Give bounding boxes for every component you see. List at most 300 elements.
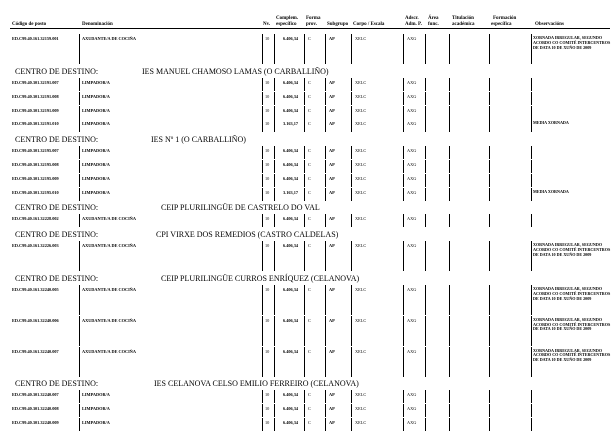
table-row <box>0 174 615 187</box>
column-rule <box>449 347 450 377</box>
column-rule <box>489 34 490 64</box>
column-rule <box>325 418 326 431</box>
column-rule <box>79 34 80 64</box>
cell-subgrupo: AP <box>329 162 335 167</box>
cell-complem: 6.406,34 <box>283 317 299 323</box>
column-rule <box>79 78 80 91</box>
table-row <box>0 106 615 119</box>
column-rule <box>79 285 80 315</box>
column-rule <box>449 160 450 173</box>
column-rule <box>325 119 326 132</box>
column-rule <box>531 188 532 201</box>
column-rule <box>489 92 490 105</box>
cell-observacions: XORNADA IRREGULAR, SEGUNDO ACORDO CO COMITÉ INTERCENTROS DE DATA 10 DE XUÑO DE 2009 <box>533 242 611 257</box>
cell-denom: LIMPADOR/A <box>82 162 110 167</box>
cell-corpo: XELC <box>355 162 367 167</box>
column-rule <box>351 160 352 173</box>
column-rule <box>274 214 275 227</box>
centro-name: CEIP PLURILINGÜE CURROS ENRÍQUEZ (CELANOVA) <box>161 274 360 283</box>
column-rule <box>351 34 352 64</box>
centro-name: IES MANUEL CHAMOSO LAMAS (O CARBALLIÑO) <box>142 67 329 76</box>
cell-adscr: AXG <box>407 93 417 99</box>
column-rule <box>449 174 450 187</box>
cell-forma: C <box>308 175 311 181</box>
cell-denom: LIMPADOR/A <box>82 175 110 181</box>
column-rule <box>79 390 80 403</box>
column-rule <box>403 34 404 64</box>
column-rule <box>531 285 532 315</box>
column-rule <box>425 160 426 173</box>
cell-denom: LIMPADOR/A <box>82 406 110 412</box>
table-row <box>0 241 615 271</box>
centro-destino-label: CENTRO DE DESTINO: <box>15 67 99 76</box>
column-rule <box>325 160 326 173</box>
table-row <box>0 92 615 105</box>
column-rule <box>531 92 532 105</box>
column-rule <box>274 119 275 132</box>
cell-corpo: XELC <box>355 80 367 85</box>
column-rule <box>531 146 532 159</box>
column-rule <box>274 241 275 271</box>
header-formacion-2: específica <box>491 22 512 27</box>
cell-complem: 6.406,34 <box>283 243 299 249</box>
column-rule <box>425 188 426 201</box>
cell-corpo: XELC <box>355 216 367 222</box>
column-rule <box>489 119 490 132</box>
cell-forma: C <box>308 406 311 412</box>
column-rule <box>489 146 490 159</box>
cell-corpo: XELC <box>355 121 367 127</box>
column-rule <box>403 174 404 187</box>
cell-complem: 6.406,34 <box>283 175 299 181</box>
column-rule <box>262 285 263 315</box>
column-rule <box>489 78 490 91</box>
column-rule <box>325 404 326 417</box>
column-rule <box>304 390 305 403</box>
cell-corpo: XELC <box>355 317 367 323</box>
cell-nv: 10 <box>265 287 270 292</box>
column-rule <box>325 285 326 315</box>
column-rule <box>79 174 80 187</box>
column-rule <box>325 34 326 64</box>
cell-nv: 10 <box>265 175 270 181</box>
column-rule <box>449 106 450 119</box>
column-rule <box>403 119 404 132</box>
cell-subgrupo: AP <box>329 406 335 412</box>
cell-codigo: ED.C99.40.161.32240.007 <box>12 348 59 354</box>
cell-nv: 10 <box>265 406 270 412</box>
cell-observacions: MEDIA XORNADA <box>533 120 569 126</box>
column-rule <box>449 390 450 403</box>
column-rule <box>531 404 532 417</box>
cell-nv: 10 <box>265 93 270 99</box>
column-rule <box>325 188 326 201</box>
column-rule <box>325 214 326 227</box>
column-rule <box>403 106 404 119</box>
column-rule <box>403 390 404 403</box>
table-row <box>0 316 615 346</box>
column-rule <box>304 174 305 187</box>
cell-subgrupo: AP <box>329 216 335 222</box>
column-rule <box>262 160 263 173</box>
column-rule <box>262 418 263 431</box>
column-rule <box>449 146 450 159</box>
column-rule <box>489 188 490 201</box>
column-rule <box>489 418 490 431</box>
column-rule <box>325 174 326 187</box>
cell-adscr: AXG <box>407 348 417 354</box>
column-rule <box>304 78 305 91</box>
column-rule <box>304 146 305 159</box>
column-rule <box>425 241 426 271</box>
column-rule <box>449 78 450 91</box>
cell-corpo: XELC <box>355 348 367 354</box>
column-rule <box>449 418 450 431</box>
cell-adscr: AXG <box>407 162 417 167</box>
header-titulacion-2: académica <box>452 22 475 27</box>
column-rule <box>79 347 80 377</box>
column-rule <box>425 390 426 403</box>
cell-corpo: XELC <box>355 287 367 292</box>
column-rule <box>403 285 404 315</box>
cell-forma: C <box>308 189 311 195</box>
column-rule <box>425 316 426 346</box>
column-rule <box>489 160 490 173</box>
column-rule <box>351 78 352 91</box>
cell-subgrupo: AP <box>329 189 335 195</box>
header-subgrupo: Subgrupo <box>327 22 349 27</box>
column-rule <box>351 92 352 105</box>
column-rule <box>325 78 326 91</box>
column-rule <box>351 241 352 271</box>
column-rule <box>304 188 305 201</box>
cell-nv: 10 <box>265 317 270 323</box>
cell-forma: C <box>308 121 311 127</box>
cell-denom: AXUDANTE/A DE COCIÑA <box>82 36 136 41</box>
column-rule <box>403 188 404 201</box>
column-rule <box>304 214 305 227</box>
column-rule <box>351 214 352 227</box>
cell-codigo: ED.C99.40.301.32191.009 <box>12 107 59 113</box>
column-rule <box>531 347 532 377</box>
column-rule <box>274 418 275 431</box>
cell-corpo: XELC <box>355 243 367 249</box>
cell-nv: 10 <box>265 121 270 127</box>
table-row <box>0 418 615 431</box>
cell-complem: 6.406,34 <box>283 36 299 41</box>
column-rule <box>489 106 490 119</box>
cell-forma: C <box>308 148 311 154</box>
column-rule <box>274 34 275 64</box>
cell-codigo: ED.C99.40.161.32159.001 <box>12 36 59 41</box>
column-rule <box>262 146 263 159</box>
column-rule <box>79 160 80 173</box>
column-rule <box>449 92 450 105</box>
column-rule <box>79 214 80 227</box>
cell-corpo: XELC <box>355 392 367 398</box>
column-rule <box>425 146 426 159</box>
cell-complem: 6.406,34 <box>283 420 299 425</box>
header-rule <box>10 28 610 29</box>
header-complem-1: Complem. <box>276 16 299 21</box>
header-adscr-2: Adm. P. <box>405 22 422 27</box>
cell-denom: AXUDANTE/A DE COCIÑA <box>82 287 136 292</box>
column-rule <box>274 285 275 315</box>
cell-adscr: AXG <box>407 317 417 323</box>
cell-codigo: ED.C99.40.301.32195.009 <box>12 175 59 181</box>
column-rule <box>304 92 305 105</box>
column-rule <box>531 78 532 91</box>
cell-adscr: AXG <box>407 121 417 127</box>
column-rule <box>425 119 426 132</box>
centro-destino-label: CENTRO DE DESTINO: <box>15 274 99 283</box>
cell-subgrupo: AP <box>329 121 335 127</box>
cell-codigo: ED.C99.40.161.32228.002 <box>12 216 59 222</box>
centro-name: CEIP PLURILINGÜE DE CASTRELO DO VAL <box>161 203 320 213</box>
column-rule <box>262 106 263 119</box>
column-rule <box>531 106 532 119</box>
cell-observacions: XORNADA IRREGULAR, SEGUNDO ACORDO CO COMITÉ INTERCENTROS DE DATA 10 DE XUÑO DE 2009 <box>533 347 611 363</box>
column-rule <box>531 241 532 271</box>
column-rule <box>262 390 263 403</box>
column-rule <box>449 404 450 417</box>
column-rule <box>79 241 80 271</box>
cell-subgrupo: AP <box>329 175 335 181</box>
cell-nv: 10 <box>265 107 270 113</box>
table-header <box>0 0 615 30</box>
column-rule <box>403 214 404 227</box>
cell-adscr: AXG <box>407 107 417 113</box>
column-rule <box>403 92 404 105</box>
column-rule <box>425 34 426 64</box>
table-row <box>0 146 615 159</box>
column-rule <box>262 241 263 271</box>
table-row <box>0 390 615 403</box>
cell-subgrupo: AP <box>329 392 335 398</box>
column-rule <box>449 188 450 201</box>
cell-adscr: AXG <box>407 392 417 398</box>
centro-destino-label: CENTRO DE DESTINO: <box>15 135 99 145</box>
cell-codigo: ED.C99.40.301.32191.010 <box>12 121 59 127</box>
column-rule <box>351 418 352 431</box>
cell-nv: 10 <box>265 80 270 85</box>
cell-corpo: XELC <box>355 175 367 181</box>
column-rule <box>274 78 275 91</box>
column-rule <box>531 418 532 431</box>
cell-denom: AXUDANTE/A DE COCIÑA <box>82 243 136 249</box>
table-row <box>0 214 615 227</box>
table-row <box>0 160 615 173</box>
column-rule <box>489 214 490 227</box>
cell-forma: C <box>308 317 311 323</box>
cell-subgrupo: AP <box>329 317 335 323</box>
cell-codigo: ED.C99.40.301.32195.010 <box>12 189 59 195</box>
column-rule <box>79 188 80 201</box>
header-complem-2: específico <box>276 22 297 27</box>
column-rule <box>351 119 352 132</box>
cell-codigo: ED.C99.40.161.32240.006 <box>12 317 59 323</box>
column-rule <box>489 174 490 187</box>
header-nv: Nv. <box>263 22 271 27</box>
column-rule <box>425 404 426 417</box>
header-observacions: Observacións <box>535 22 564 27</box>
cell-codigo: ED.C99.40.301.32240.008 <box>12 406 59 412</box>
cell-complem: 6.406,34 <box>283 148 299 154</box>
column-rule <box>304 119 305 132</box>
column-rule <box>351 146 352 159</box>
column-rule <box>531 316 532 346</box>
cell-subgrupo: AP <box>329 243 335 249</box>
cell-subgrupo: AP <box>329 420 335 425</box>
cell-complem: 6.406,34 <box>283 162 299 167</box>
cell-adscr: AXG <box>407 36 417 41</box>
column-rule <box>262 347 263 377</box>
cell-codigo: ED.C99.40.301.32195.007 <box>12 148 59 154</box>
cell-complem: 6.406,34 <box>283 287 299 292</box>
cell-forma: C <box>308 392 311 398</box>
column-rule <box>403 160 404 173</box>
column-rule <box>79 119 80 132</box>
column-rule <box>274 160 275 173</box>
cell-adscr: AXG <box>407 216 417 222</box>
cell-denom: LIMPADOR/A <box>82 148 110 154</box>
column-rule <box>304 285 305 315</box>
cell-denom: LIMPADOR/A <box>82 420 110 425</box>
cell-subgrupo: AP <box>329 148 335 154</box>
column-rule <box>304 34 305 64</box>
cell-corpo: XELC <box>355 148 367 154</box>
cell-corpo: XELC <box>355 93 367 99</box>
column-rule <box>262 78 263 91</box>
cell-denom: AXUDANTE/A DE COCIÑA <box>82 216 136 222</box>
column-rule <box>403 418 404 431</box>
column-rule <box>449 285 450 315</box>
cell-corpo: XELC <box>355 36 367 41</box>
column-rule <box>325 316 326 346</box>
column-rule <box>489 316 490 346</box>
header-area-1: Área <box>428 16 439 21</box>
table-row <box>0 34 615 64</box>
column-rule <box>274 347 275 377</box>
column-rule <box>449 214 450 227</box>
column-rule <box>274 404 275 417</box>
header-adscr-1: Adscr. <box>405 16 419 21</box>
column-rule <box>425 418 426 431</box>
column-rule <box>304 347 305 377</box>
cell-forma: C <box>308 80 311 85</box>
table-row <box>0 285 615 315</box>
cell-adscr: AXG <box>407 287 417 292</box>
cell-subgrupo: AP <box>329 348 335 354</box>
cell-codigo: ED.C99.40.161.32240.005 <box>12 287 59 292</box>
cell-complem: 6.406,34 <box>283 80 299 85</box>
cell-codigo: ED.C99.40.301.32195.008 <box>12 162 59 167</box>
cell-nv: 10 <box>265 392 270 398</box>
cell-complem: 3.163,17 <box>283 121 299 127</box>
cell-denom: LIMPADOR/A <box>82 107 110 113</box>
column-rule <box>262 188 263 201</box>
column-rule <box>449 316 450 346</box>
centro-name: IES CELANOVA CELSO EMILIO FERREIRO (CELANOVA) <box>154 379 359 389</box>
cell-denom: LIMPADOR/A <box>82 93 110 99</box>
column-rule <box>489 390 490 403</box>
column-rule <box>325 146 326 159</box>
column-rule <box>79 146 80 159</box>
cell-nv: 10 <box>265 348 270 354</box>
cell-denom: AXUDANTE/A DE COCIÑA <box>82 317 136 323</box>
column-rule <box>79 92 80 105</box>
cell-codigo: ED.C99.40.301.32240.007 <box>12 392 59 398</box>
cell-nv: 10 <box>265 216 270 222</box>
column-rule <box>325 390 326 403</box>
table-row <box>0 404 615 417</box>
cell-denom: LIMPADOR/A <box>82 392 110 398</box>
column-rule <box>425 78 426 91</box>
column-rule <box>351 347 352 377</box>
column-rule <box>425 214 426 227</box>
column-rule <box>304 316 305 346</box>
header-titulacion-1: Titulación <box>452 16 474 21</box>
cell-nv: 10 <box>265 36 270 41</box>
column-rule <box>262 174 263 187</box>
cell-adscr: AXG <box>407 406 417 412</box>
column-rule <box>351 174 352 187</box>
column-rule <box>489 285 490 315</box>
column-rule <box>531 34 532 64</box>
cell-forma: C <box>308 243 311 249</box>
column-rule <box>274 188 275 201</box>
cell-forma: C <box>308 36 311 41</box>
column-rule <box>351 404 352 417</box>
cell-adscr: AXG <box>407 80 417 85</box>
column-rule <box>425 106 426 119</box>
header-corpo: Corpo / Escala <box>353 22 385 27</box>
header-formacion-1: Formación <box>493 16 517 21</box>
cell-adscr: AXG <box>407 148 417 154</box>
cell-forma: C <box>308 93 311 99</box>
cell-adscr: AXG <box>407 420 417 425</box>
cell-nv: 10 <box>265 189 270 195</box>
cell-denom: LIMPADOR/A <box>82 189 110 195</box>
centro-destino-label: CENTRO DE DESTINO: <box>15 230 99 240</box>
column-rule <box>274 316 275 346</box>
cell-denom: AXUDANTE/A DE COCIÑA <box>82 348 136 354</box>
column-rule <box>531 160 532 173</box>
column-rule <box>304 241 305 271</box>
cell-corpo: XELC <box>355 406 367 412</box>
column-rule <box>403 404 404 417</box>
cell-corpo: XELC <box>355 189 367 195</box>
cell-corpo: XELC <box>355 107 367 113</box>
column-rule <box>304 160 305 173</box>
column-rule <box>489 347 490 377</box>
cell-subgrupo: AP <box>329 107 335 113</box>
cell-forma: C <box>308 287 311 292</box>
cell-codigo: ED.C99.40.301.32191.007 <box>12 80 59 85</box>
cell-subgrupo: AP <box>329 36 335 41</box>
table-row <box>0 119 615 132</box>
column-rule <box>79 418 80 431</box>
cell-denom: LIMPADOR/A <box>82 80 110 85</box>
column-rule <box>425 174 426 187</box>
column-rule <box>304 418 305 431</box>
column-rule <box>325 347 326 377</box>
cell-forma: C <box>308 216 311 222</box>
column-rule <box>79 316 80 346</box>
column-rule <box>274 92 275 105</box>
column-rule <box>304 106 305 119</box>
header-denominacion: Denominación <box>82 22 113 27</box>
